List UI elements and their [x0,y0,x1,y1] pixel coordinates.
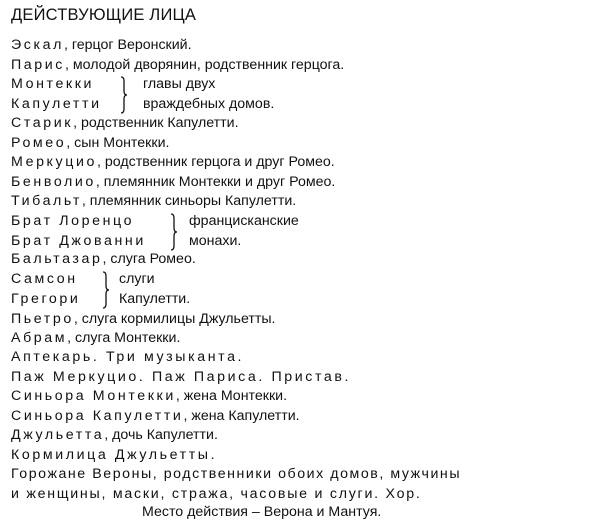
character-name: Синьора Монтекки [11,388,176,404]
character-description: , родственник герцога и друг Ромео. [96,154,335,170]
character-name: Эскал [11,37,64,53]
character-name: Джульетта [11,427,105,443]
character-description: , слуга Ромео. [102,251,196,267]
page-title: ДЕЙСТВУЮЩИЕ ЛИЦА [11,6,197,24]
character-description: , герцог Веронский. [63,37,192,53]
group-description-line: главы двух [143,76,216,92]
curly-brace-icon [169,212,179,252]
character-description: , племянник синьоры Капулетти. [81,193,297,209]
group-description-line: монахи. [189,233,242,249]
character-lady-montague [11,387,287,405]
character-nurse [11,446,217,464]
character-description: , жена Монтекки. [175,388,288,404]
character-description: , слуга Монтекки. [67,330,181,346]
character-name: Самсон [11,271,78,287]
character-old-man [11,114,239,132]
character-escal [11,36,192,54]
setting-note: Место действия – Верона и Мантуя. [142,504,382,520]
character-name: Кормилица Джульетты. [11,447,218,463]
character-name: Ромео [11,135,67,151]
character-name: и женщины, маски, стража, часовые и слуги. Хор. [11,486,422,502]
character-name: Бальтазар [11,251,103,267]
character-name: Пьетро [11,311,74,327]
character-description: , сын Монтекки. [66,135,170,151]
character-tybalt [11,192,296,210]
character-name: Аптекарь. Три музыканта. [11,349,245,365]
character-mercutio [11,153,335,171]
character-pages-officer [11,368,351,386]
character-name: Парис [11,57,65,73]
character-name: Грегори [11,291,81,307]
character-name: Брат Лоренцо [11,213,135,229]
character-name: Тибальт [11,193,82,209]
character-description: , жена Капулетти. [183,408,300,424]
group-names [11,270,80,310]
group-description-line: Капулетти. [119,291,191,307]
group-description-line: враждебных домов. [143,96,275,112]
group-description [143,75,274,115]
character-balthasar [11,250,196,268]
character-citizens-line-2 [11,485,422,503]
character-name: Бенволио [11,174,96,190]
character-description: , племянник Монтекки и друг Ромео. [95,174,336,190]
group-description-line: францисканские [189,213,299,229]
character-citizens-line-1 [11,465,461,483]
character-paris [11,56,344,74]
group-description [189,212,299,252]
character-name: Паж Меркуцио. Паж Париса. Пристав. [11,369,352,385]
group-description-line: слуги [119,271,155,287]
character-description: , слуга кормилицы Джульетты. [73,311,276,327]
character-group-servants [11,270,271,310]
curly-brace-icon [119,75,129,115]
character-group-friars [11,212,331,252]
character-name: Монтекки [11,76,95,92]
character-group-heads-of-houses [11,75,311,115]
character-name: Меркуцио [11,154,97,170]
character-name: Капулетти [11,96,102,112]
character-description: , дочь Капулетти. [104,427,218,443]
character-name: Абрам [11,330,68,346]
character-juliet [11,426,218,444]
character-abram [11,329,180,347]
character-name: Брат Джованни [11,233,146,249]
character-name: Старик [11,115,74,131]
character-benvolio [11,173,335,191]
group-description [119,270,190,310]
character-name: Синьора Капулетти [11,408,184,424]
group-names [11,75,102,115]
character-description: , родственник Капулетти. [73,115,239,131]
character-peter [11,310,276,328]
character-lady-capulet [11,407,300,425]
character-apothecary-musicians [11,348,244,366]
character-romeo [11,134,169,152]
character-name: Горожане Вероны, родственники обоих домов, мужчины [11,466,462,482]
group-names [11,212,146,252]
character-description: , молодой дворянин, родственник герцога. [65,57,345,73]
curly-brace-icon [101,270,111,310]
